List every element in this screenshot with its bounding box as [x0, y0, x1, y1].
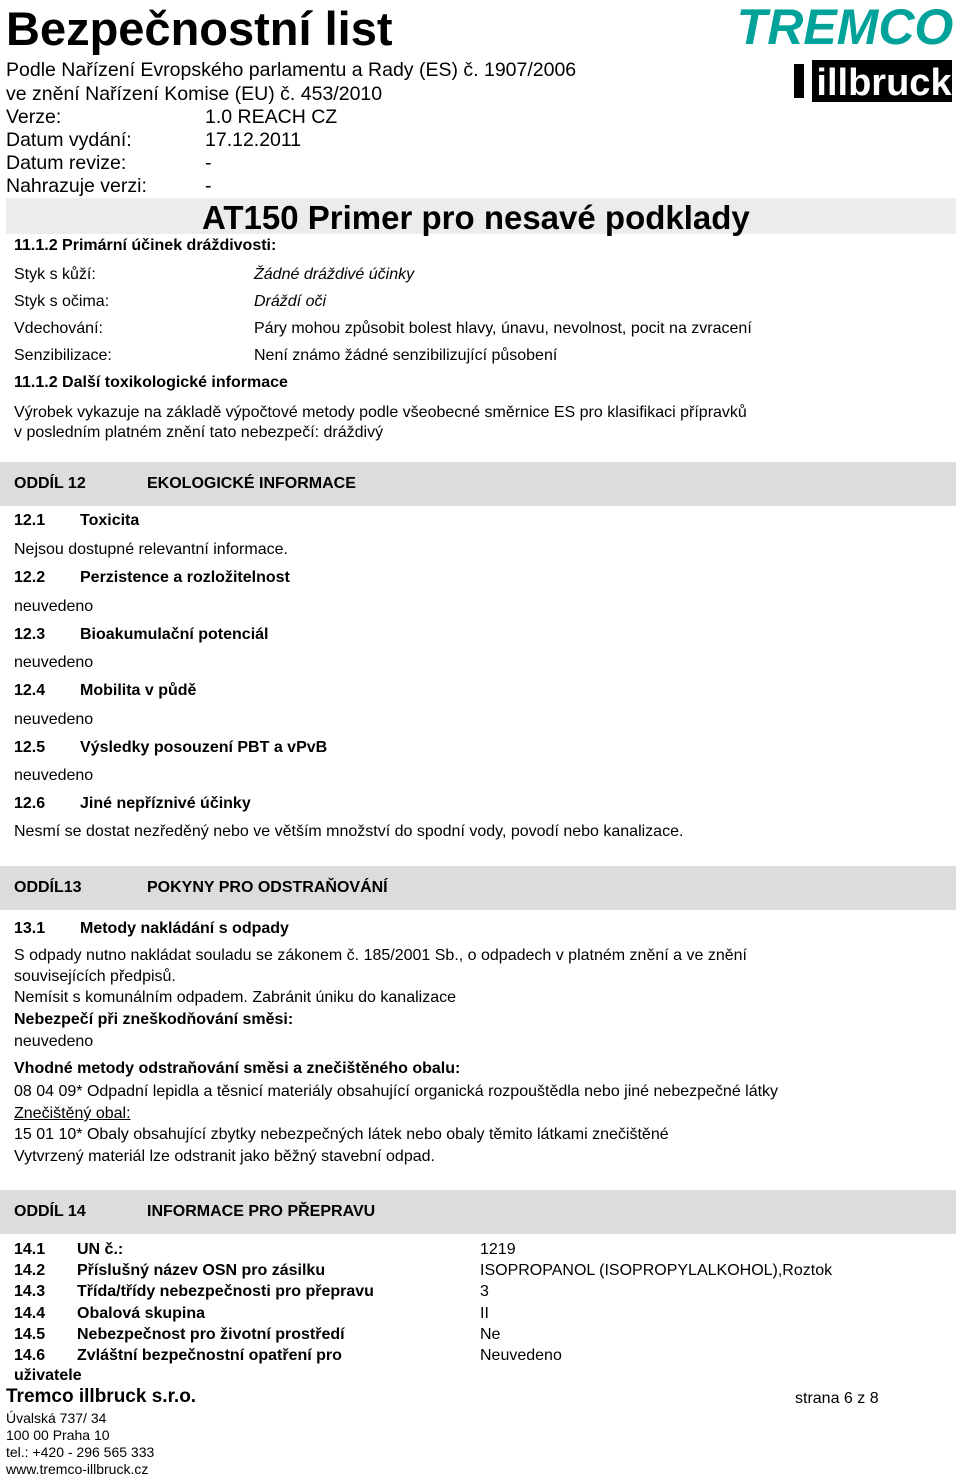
- product-name: AT150 Primer pro nesavé podklady: [202, 199, 750, 236]
- tox-text-line-1: Výrobek vykazuje na základě výpočtové metody podle všeobecné směrnice ES pro klasifikaci přípravků: [14, 404, 747, 421]
- sub-heading-13-1: Metody nakládání s odpady: [80, 920, 289, 937]
- replaces-label: Nahrazuje verzi:: [6, 175, 147, 197]
- document-title: Bezpečnostní list: [6, 2, 393, 55]
- item-num-12-6: 12.6: [14, 795, 46, 812]
- transport-value-14-1: 1219: [480, 1241, 516, 1258]
- transport-label-14-3: Třída/třídy nebezpečnosti pro přepravu: [77, 1283, 374, 1300]
- section-13-header: [0, 866, 956, 910]
- item-heading-12-1: Toxicita: [80, 512, 140, 529]
- item-num-12-5: 12.5: [14, 739, 46, 756]
- row-label-sensitization: Senzibilizace:: [14, 347, 112, 364]
- row-value-skin: Žádné dráždivé účinky: [254, 266, 415, 283]
- section-14-header: [0, 1190, 956, 1234]
- section-number: ODDÍL 12: [14, 475, 86, 492]
- transport-num-14-4: 14.4: [14, 1305, 46, 1322]
- hazard-heading: Nebezpečí při zneškodňování směsi:: [14, 1011, 294, 1028]
- footer-web[interactable]: www.tremco-illbruck.cz: [6, 1461, 149, 1477]
- transport-num-14-5: 14.5: [14, 1326, 46, 1343]
- item-num-12-2: 12.2: [14, 569, 46, 586]
- logo-text-tremco: TREMCO: [736, 0, 954, 55]
- item-num-12-3: 12.3: [14, 626, 46, 643]
- footer-company: Tremco illbruck s.r.o.: [6, 1386, 197, 1407]
- item-heading-12-5: Výsledky posouzení PBT a vPvB: [80, 739, 328, 756]
- item-heading-12-2: Perzistence a rozložitelnost: [80, 569, 290, 586]
- logo-text-illbruck: illbruck: [816, 62, 952, 104]
- item-text-12-3: neuvedeno: [14, 654, 94, 671]
- logo-mark: [794, 64, 804, 98]
- section-number: ODDÍL13: [14, 879, 82, 896]
- sub-num-13-1: 13.1: [14, 920, 46, 937]
- version-label: Verze:: [6, 106, 62, 128]
- transport-label-14-2: Příslušný název OSN pro zásilku: [77, 1262, 326, 1279]
- section-title: EKOLOGICKÉ INFORMACE: [147, 475, 356, 492]
- tremco-illbruck-logo: [734, 0, 956, 108]
- transport-value-14-6: Neuvedeno: [480, 1347, 562, 1364]
- transport-value-14-4: II: [480, 1305, 489, 1322]
- transport-num-14-6: 14.6: [14, 1347, 46, 1364]
- transport-value-14-5: Ne: [480, 1326, 501, 1343]
- methods-heading: Vhodné metody odstraňování směsi a znečištěného obalu:: [14, 1060, 461, 1077]
- transport-label-14-5: Nebezpečnost pro životní prostředí: [77, 1326, 345, 1343]
- waste-law-line-1: S odpady nutno nakládat souladu se zákonem č. 185/2001 Sb., o odpadech v platném znění a ve znění: [14, 947, 747, 964]
- item-heading-12-3: Bioakumulační potenciál: [80, 626, 269, 643]
- regulation-line: Podle Nařízení Evropského parlamentu a Rady (ES) č. 1907/2006: [6, 59, 577, 81]
- row-value-sensitization: Není známo žádné senzibilizující působení: [254, 347, 558, 364]
- packaging-line: 15 01 10* Obaly obsahující zbytky nebezpečných látek nebo obaly těmito látkami znečištěné: [14, 1126, 669, 1143]
- section-number: ODDÍL 14: [14, 1203, 86, 1220]
- waste-no-mix: Nemísit s komunálním odpadem. Zabránit úniku do kanalizace: [14, 989, 456, 1006]
- waste-law-line-2: souvisejících předpisů.: [14, 968, 176, 985]
- item-text-12-1: Nejsou dostupné relevantní informace.: [14, 541, 288, 558]
- row-label-inhalation: Vdechování:: [14, 320, 103, 337]
- footer-city: 100 00 Praha 10: [6, 1427, 110, 1443]
- transport-label-14-4: Obalová skupina: [77, 1305, 206, 1322]
- row-value-inhalation: Páry mohou způsobit bolest hlavy, únavu, nevolnost, pocit na zvracení: [254, 320, 752, 337]
- section-title: INFORMACE PRO PŘEPRAVU: [147, 1203, 376, 1220]
- amendment-line: ve znění Nařízení Komise (EU) č. 453/2010: [6, 83, 383, 105]
- transport-label-14-6: Zvláštní bezpečnostní opatření pro: [77, 1347, 342, 1364]
- waste-code-line: 08 04 09* Odpadní lepidla a těsnicí materiály obsahující organická rozpouštědla nebo jiné nebezpečné látky: [14, 1083, 779, 1100]
- page-number: strana 6 z 8: [795, 1390, 879, 1407]
- section-12-header: [0, 462, 956, 506]
- item-text-12-2: neuvedeno: [14, 598, 94, 615]
- footer-phone: tel.: +420 - 296 565 333: [6, 1444, 155, 1460]
- item-text-12-5: neuvedeno: [14, 767, 94, 784]
- footer-street: Úvalská 737/ 34: [6, 1410, 107, 1426]
- tox-text-line-2: v posledním platném znění tato nebezpečí: dráždivý: [14, 424, 384, 441]
- transport-value-14-3: 3: [480, 1283, 489, 1300]
- packaging-heading: Znečištěný obal:: [14, 1105, 131, 1122]
- transport-value-14-2: ISOPROPANOL (ISOPROPYLALKOHOL),Roztok: [480, 1262, 833, 1279]
- item-num-12-4: 12.4: [14, 682, 46, 699]
- sub-heading-other-tox: 11.1.2 Další toxikologické informace: [14, 374, 288, 391]
- row-value-eyes: Dráždí oči: [254, 293, 327, 310]
- section-title: POKYNY PRO ODSTRAŇOVÁNÍ: [147, 879, 388, 896]
- sub-heading-11-1-2: 11.1.2 Primární účinek dráždivosti:: [14, 237, 277, 254]
- item-text-12-6: Nesmí se dostat nezředěný nebo ve větším množství do spodní vody, povodí nebo kanalizace.: [14, 823, 684, 840]
- item-heading-12-4: Mobilita v půdě: [80, 682, 197, 699]
- row-label-skin: Styk s kůží:: [14, 266, 96, 283]
- revision-label: Datum revize:: [6, 152, 127, 174]
- hardened-material-line: Vytvrzený materiál lze odstranit jako běžný stavební odpad.: [14, 1148, 435, 1165]
- version-value: 1.0 REACH CZ: [205, 106, 338, 128]
- transport-num-14-2: 14.2: [14, 1262, 46, 1279]
- row-label-eyes: Styk s očima:: [14, 293, 110, 310]
- issued-label: Datum vydání:: [6, 129, 132, 151]
- revision-value: -: [205, 152, 212, 174]
- item-num-12-1: 12.1: [14, 512, 46, 529]
- transport-label-14-1: UN č.:: [77, 1241, 124, 1258]
- replaces-value: -: [205, 175, 212, 197]
- item-heading-12-6: Jiné nepříznivé účinky: [80, 795, 251, 812]
- transport-num-14-3: 14.3: [14, 1283, 46, 1300]
- item-text-12-4: neuvedeno: [14, 711, 94, 728]
- hazard-value: neuvedeno: [14, 1033, 94, 1050]
- transport-label-14-6-continuation: uživatele: [14, 1367, 82, 1384]
- issued-value: 17.12.2011: [205, 129, 302, 151]
- transport-num-14-1: 14.1: [14, 1241, 46, 1258]
